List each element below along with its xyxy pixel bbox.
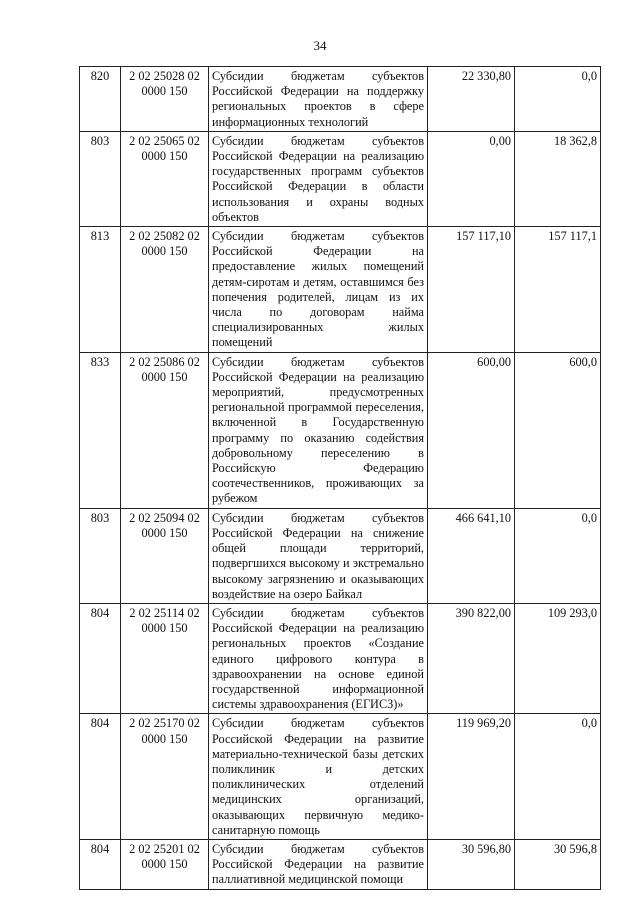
admin-code-cell: 804 xyxy=(80,839,121,889)
amount-cell-2: 157 117,1 xyxy=(515,227,601,353)
budget-table-body xyxy=(80,67,601,890)
admin-code-cell: 804 xyxy=(80,714,121,840)
page-number: 34 xyxy=(313,38,327,53)
description-cell: Субсидии бюджетам субъектов Российской Федерации на реализацию мероприятий, предусмотренных региональной программой переселения, включенной в Государственную программу по оказанию содействия добровольному переселению в Российскую Федерацию соотечественников, проживающих за рубежом xyxy=(209,352,428,508)
amount-cell-2: 600,0 xyxy=(515,352,601,508)
budget-code-cell: 2 02 25094 02 0000 150 xyxy=(121,508,209,603)
table-row xyxy=(80,227,601,353)
admin-code-cell: 820 xyxy=(80,67,121,132)
table-row xyxy=(80,714,601,840)
table-row xyxy=(80,131,601,226)
table-row xyxy=(80,508,601,603)
admin-code-cell: 813 xyxy=(80,227,121,353)
amount-cell-1: 157 117,10 xyxy=(428,227,515,353)
description-cell: Субсидии бюджетам субъектов Российской Федерации на реализацию региональных проектов «Создание единого цифрового контура в здравоохранении на основе единой государственной информационной системы здравоохранения (ЕГИСЗ)» xyxy=(209,603,428,713)
description-cell: Субсидии бюджетам субъектов Российской Федерации на реализацию государственных программ субъектов Российской Федерации в области использования и охраны водных объектов xyxy=(209,131,428,226)
amount-cell-1: 0,00 xyxy=(428,131,515,226)
table-row xyxy=(80,839,601,889)
table-row xyxy=(80,67,601,132)
amount-cell-2: 0,0 xyxy=(515,714,601,840)
description-cell: Субсидии бюджетам субъектов Российской Федерации на развитие материально-технической базы детских поликлиник и детских поликлинических отделений медицинских организаций, оказывающих первичную медико-санитарную помощь xyxy=(209,714,428,840)
budget-code-cell: 2 02 25170 02 0000 150 xyxy=(121,714,209,840)
amount-cell-2: 30 596,8 xyxy=(515,839,601,889)
amount-cell-1: 22 330,80 xyxy=(428,67,515,132)
budget-code-cell: 2 02 25201 02 0000 150 xyxy=(121,839,209,889)
budget-code-cell: 2 02 25082 02 0000 150 xyxy=(121,227,209,353)
budget-code-cell: 2 02 25086 02 0000 150 xyxy=(121,352,209,508)
budget-table xyxy=(79,66,601,890)
amount-cell-1: 600,00 xyxy=(428,352,515,508)
table-row xyxy=(80,603,601,713)
amount-cell-2: 18 362,8 xyxy=(515,131,601,226)
amount-cell-1: 390 822,00 xyxy=(428,603,515,713)
amount-cell-2: 0,0 xyxy=(515,67,601,132)
budget-code-cell: 2 02 25065 02 0000 150 xyxy=(121,131,209,226)
admin-code-cell: 803 xyxy=(80,131,121,226)
table-row xyxy=(80,352,601,508)
amount-cell-2: 109 293,0 xyxy=(515,603,601,713)
description-cell: Субсидии бюджетам субъектов Российской Федерации на поддержку региональных проектов в сфере информационных технологий xyxy=(209,67,428,132)
amount-cell-1: 119 969,20 xyxy=(428,714,515,840)
budget-code-cell: 2 02 25028 02 0000 150 xyxy=(121,67,209,132)
amount-cell-1: 466 641,10 xyxy=(428,508,515,603)
amount-cell-1: 30 596,80 xyxy=(428,839,515,889)
description-cell: Субсидии бюджетам субъектов Российской Федерации на предоставление жилых помещений детям-сиротам и детям, оставшимся без попечения родителей, лицам из их числа по договорам найма специализированных жилых помещений xyxy=(209,227,428,353)
description-cell: Субсидии бюджетам субъектов Российской Федерации на развитие паллиативной медицинской помощи xyxy=(209,839,428,889)
budget-code-cell: 2 02 25114 02 0000 150 xyxy=(121,603,209,713)
admin-code-cell: 803 xyxy=(80,508,121,603)
amount-cell-2: 0,0 xyxy=(515,508,601,603)
description-cell: Субсидии бюджетам субъектов Российской Федерации на снижение общей площади территорий, подвергшихся высокому и экстремально высокому загрязнению и оказывающих воздействие на озеро Байкал xyxy=(209,508,428,603)
admin-code-cell: 833 xyxy=(80,352,121,508)
admin-code-cell: 804 xyxy=(80,603,121,713)
